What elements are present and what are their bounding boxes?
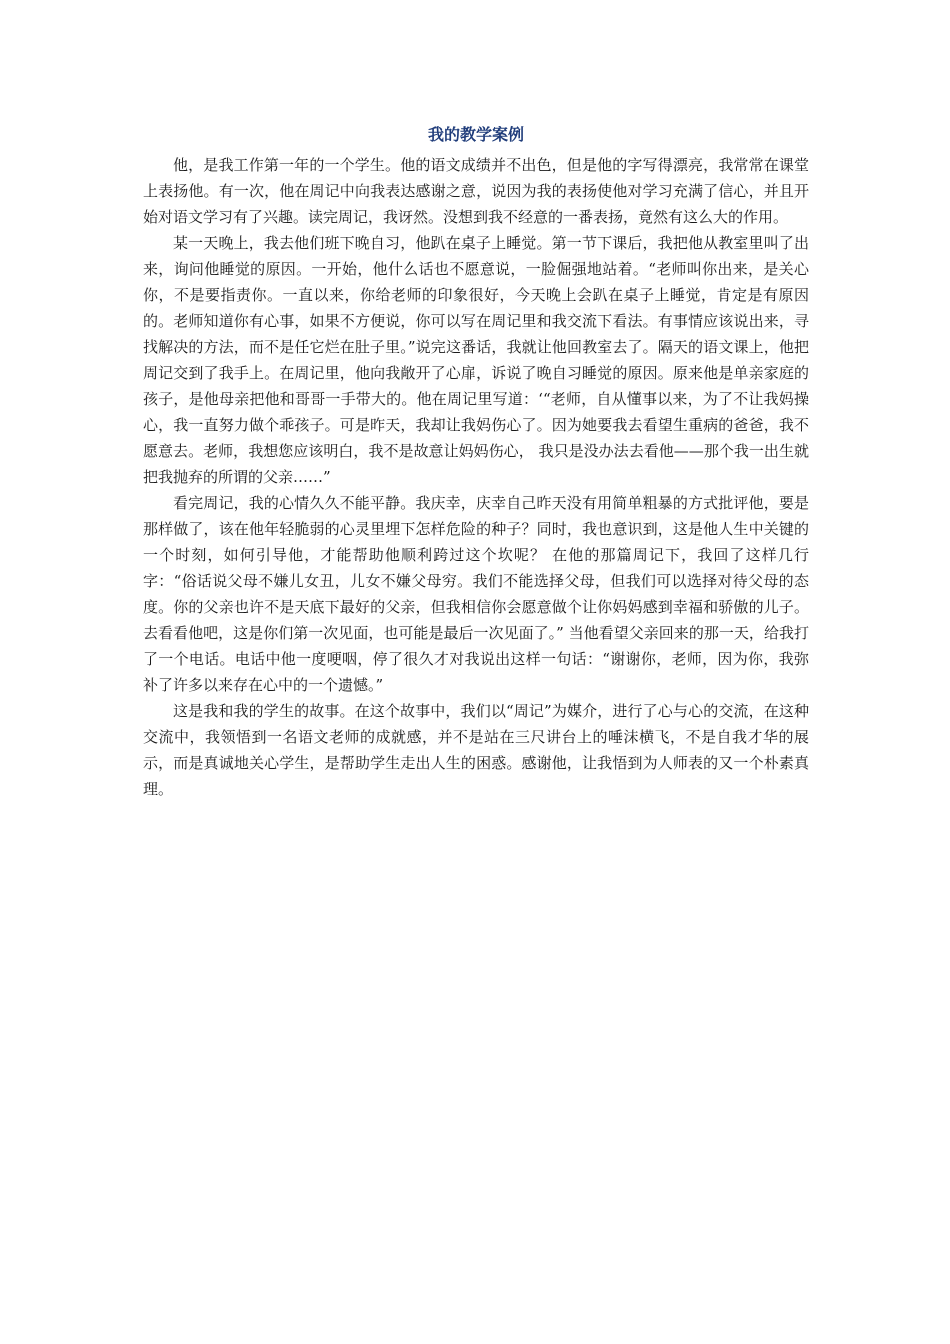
paragraph-2: 某一天晚上，我去他们班下晚自习，他趴在桌子上睡觉。第一节下课后，我把他从教室里叫了出来，询问他睡觉的原因。一开始，他什么话也不愿意说，一脸倔强地站着。“老师叫你出来，是关心你，不是要指责你。一直以来，你给老师的印象很好，今天晚上会趴在桌子上睡觉，肯定是有原因的。老师知道你有心事，如果不方便说，你可以写在周记里和我交流下看法。有事情应该说出来，寻找解决的方法，而不是任它烂在肚子里。”说完这番话，我就让他回教室去了。隔天的语文课上，他把周记交到了我手上。在周记里，他向我敞开了心扉，诉说了晚自习睡觉的原因。原来他是单亲家庭的孩子，是他母亲把他和哥哥一手带大的。他在周记里写道：‘“老师，自从懂事以来，为了不让我妈操心，我一直努力做个乖孩子。可是昨天，我却让我妈伤心了。因为她要我去看望生重病的爸爸，我不愿意去。老师，我想您应该明白，我不是故意让妈妈伤心， 我只是没办法去看他——那个我一出生就把我抛弃的所谓的父亲……” [143, 234, 809, 486]
document-title: 我的教学案例 [427, 125, 524, 144]
paragraph-3: 看完周记，我的心情久久不能平静。我庆幸，庆幸自己昨天没有用简单粗暴的方式批评他，要是那样做了，该在他年轻脆弱的心灵里埋下怎样危险的种子？同时，我也意识到，这是他人生中关键的一个时刻，如何引导他，才能帮助他顺利跨过这个坎呢？ 在他的那篇周记下，我回了这样几行字：“俗话说父母不嫌儿女丑，儿女不嫌父母穷。我们不能选择父母，但我们可以选择对待父母的态度。你的父亲也许不是天底下最好的父亲，但我相信你会愿意做个让你妈妈感到幸福和骄傲的儿子。去看看他吧，这是你们第一次见面，也可能是最后一次见面了。” 当他看望父亲回来的那一天，给我打了一个电话。电话中他一度哽咽，停了很久才对我说出这样一句话：“谢谢你，老师，因为你，我弥补了许多以来存在心中的一个遗憾。” [143, 494, 809, 694]
article-body [143, 120, 809, 802]
paragraph-1: 他，是我工作第一年的一个学生。他的语文成绩并不出色，但是他的字写得漂亮，我常常在课堂上表扬他。有一次，他在周记中向我表达感谢之意，说因为我的表扬使他对学习充满了信心，并且开始对语文学习有了兴趣。读完周记，我讶然。没想到我不经意的一番表扬，竟然有这么大的作用。 [143, 156, 809, 226]
paragraph-4: 这是我和我的学生的故事。在这个故事中，我们以“周记”为媒介，进行了心与心的交流，在这种交流中，我领悟到一名语文老师的成就感，并不是站在三尺讲台上的唾沫横飞，不是自我才华的展示，而是真诚地关心学生，是帮助学生走出人生的困惑。感谢他，让我悟到为人师表的又一个朴素真理。 [143, 702, 809, 798]
